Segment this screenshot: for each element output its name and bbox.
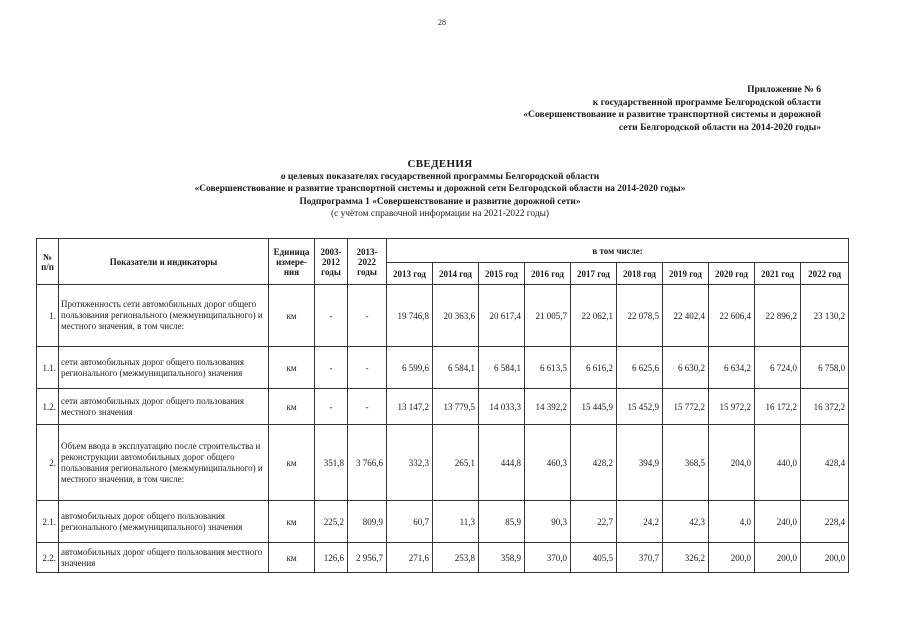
period-2013-2022-cell: 809,9 [348,501,387,543]
year-value-cell: 15 772,2 [663,389,709,425]
unit-cell: км [269,543,315,573]
period-2003-2012-cell: 225,2 [315,501,348,543]
header-year: 2022 год [801,263,849,285]
year-value-cell: 6 584,1 [479,347,525,389]
appendix-line: к государственной программе Белгородской области [592,96,821,108]
header-year: 2017 год [571,263,617,285]
year-value-cell: 428,4 [801,425,849,501]
table-row [37,543,849,573]
year-value-cell: 460,3 [525,425,571,501]
year-value-cell: 42,3 [663,501,709,543]
table-row [37,425,849,501]
table-row [37,347,849,389]
period-2003-2012-cell: - [315,347,348,389]
period-2013-2022-cell: 2 956,7 [348,543,387,573]
header-year: 2018 год [617,263,663,285]
year-value-cell: 6 724,0 [755,347,801,389]
header-year: 2019 год [663,263,709,285]
year-value-cell: 22 606,4 [709,285,755,347]
period-2003-2012-cell: - [315,389,348,425]
year-value-cell: 6 613,5 [525,347,571,389]
indicator-name: сети автомобильных дорог общего пользования местного значения [59,389,269,425]
header-year: 2015 год [479,263,525,285]
unit-cell: км [269,389,315,425]
year-value-cell: 200,0 [755,543,801,573]
document-title: СВЕДЕНИЯ [407,158,473,170]
period-2003-2012-cell: - [315,285,348,347]
year-value-cell: 13 779,5 [433,389,479,425]
row-number: 1.1. [37,347,59,389]
period-2013-2022-cell: 3 766,6 [348,425,387,501]
year-value-cell: 6 584,1 [433,347,479,389]
page-number: 28 [438,18,446,27]
year-value-cell: 332,3 [387,425,433,501]
year-value-cell: 405,5 [571,543,617,573]
year-value-cell: 204,0 [709,425,755,501]
year-value-cell: 15 452,9 [617,389,663,425]
year-value-cell: 14 392,2 [525,389,571,425]
year-value-cell: 90,3 [525,501,571,543]
year-value-cell: 228,4 [801,501,849,543]
row-number: 2.1. [37,501,59,543]
year-value-cell: 6 616,2 [571,347,617,389]
unit-cell: км [269,285,315,347]
year-value-cell: 85,9 [479,501,525,543]
header-year: 2020 год [709,263,755,285]
year-value-cell: 200,0 [709,543,755,573]
year-value-cell: 326,2 [663,543,709,573]
table-row [37,501,849,543]
year-value-cell: 6 630,2 [663,347,709,389]
year-value-cell: 11,3 [433,501,479,543]
row-number: 1. [37,285,59,347]
row-number: 2.2. [37,543,59,573]
year-value-cell: 20 363,6 [433,285,479,347]
subprogram-title: Подпрограмма 1 «Совершенствование и развитие дорожной сети» [299,196,581,207]
year-value-cell: 22 896,2 [755,285,801,347]
appendix-line: Приложение № 6 [747,84,821,95]
header-year: 2014 год [433,263,479,285]
year-value-cell: 16 372,2 [801,389,849,425]
indicator-name: Объем ввода в эксплуатацию после строительства и реконструкции автомобильных дорог общего пользования регионального (межмуниципального) и местного значения, в том числе: [59,425,269,501]
header-unit: Единица измере-ния [269,239,315,285]
header-indicator: Показатели и индикаторы [59,239,269,285]
heading-note: (с учётом справочной информации на 2021-2022 годы) [330,209,550,220]
year-value-cell: 271,6 [387,543,433,573]
year-value-cell: 394,9 [617,425,663,501]
unit-cell: км [269,425,315,501]
document-heading [140,158,740,221]
year-value-cell: 4,0 [709,501,755,543]
row-number: 2. [37,425,59,501]
year-value-cell: 15 445,9 [571,389,617,425]
unit-cell: км [269,347,315,389]
period-2013-2022-cell: - [348,347,387,389]
year-value-cell: 16 172,2 [755,389,801,425]
heading-line: «Совершенствование и развитие транспортной системы и дорожной сети Белгородской области на 2014-2020 годы» [194,184,686,195]
year-value-cell: 370,7 [617,543,663,573]
row-number: 1.2. [37,389,59,425]
year-value-cell: 14 033,3 [479,389,525,425]
year-value-cell: 23 130,2 [801,285,849,347]
year-value-cell: 265,1 [433,425,479,501]
year-value-cell: 6 599,6 [387,347,433,389]
year-value-cell: 370,0 [525,543,571,573]
year-value-cell: 20 617,4 [479,285,525,347]
header-period-2003-2012: 2003-2012 годы [315,239,348,285]
indicator-name: Протяженность сети автомобильных дорог общего пользования регионального (межмуниципального) и местного значения, в том числе: [59,285,269,347]
year-value-cell: 428,2 [571,425,617,501]
year-value-cell: 22 402,4 [663,285,709,347]
period-2013-2022-cell: - [348,285,387,347]
year-value-cell: 6 758,0 [801,347,849,389]
year-value-cell: 240,0 [755,501,801,543]
header-including: в том числе: [387,239,849,263]
year-value-cell: 200,0 [801,543,849,573]
year-value-cell: 6 634,2 [709,347,755,389]
unit-cell: км [269,501,315,543]
header-year: 2021 год [755,263,801,285]
header-period-2013-2022: 2013-2022 годы [348,239,387,285]
year-value-cell: 358,9 [479,543,525,573]
year-value-cell: 253,8 [433,543,479,573]
indicator-name: сети автомобильных дорог общего пользования регионального (межмуниципального) значения [59,347,269,389]
table-row [37,389,849,425]
header-year: 2013 год [387,263,433,285]
indicators-table [36,238,849,573]
year-value-cell: 24,2 [617,501,663,543]
indicator-name: автомобильных дорог общего пользования регионального (межмуниципального) значения [59,501,269,543]
period-2003-2012-cell: 126,6 [315,543,348,573]
appendix-line: «Совершенствование и развитие транспортной системы и дорожной [523,109,821,120]
year-value-cell: 440,0 [755,425,801,501]
table-row [37,285,849,347]
period-2003-2012-cell: 351,8 [315,425,348,501]
heading-line: о целевых показателях государственной программы Белгородской области [280,171,600,182]
header-year: 2016 год [525,263,571,285]
indicator-name: автомобильных дорог общего пользования местного значения [59,543,269,573]
year-value-cell: 22,7 [571,501,617,543]
year-value-cell: 444,8 [479,425,525,501]
year-value-cell: 21 005,7 [525,285,571,347]
year-value-cell: 22 062,1 [571,285,617,347]
year-value-cell: 19 746,8 [387,285,433,347]
appendix-line: сети Белгородской области на 2014-2020 годы» [618,121,821,133]
period-2013-2022-cell: - [348,389,387,425]
year-value-cell: 368,5 [663,425,709,501]
year-value-cell: 22 078,5 [617,285,663,347]
year-value-cell: 15 972,2 [709,389,755,425]
header-num: № п/п [37,239,59,285]
year-value-cell: 60,7 [387,501,433,543]
appendix-header [481,84,821,134]
year-value-cell: 13 147,2 [387,389,433,425]
year-value-cell: 6 625,6 [617,347,663,389]
